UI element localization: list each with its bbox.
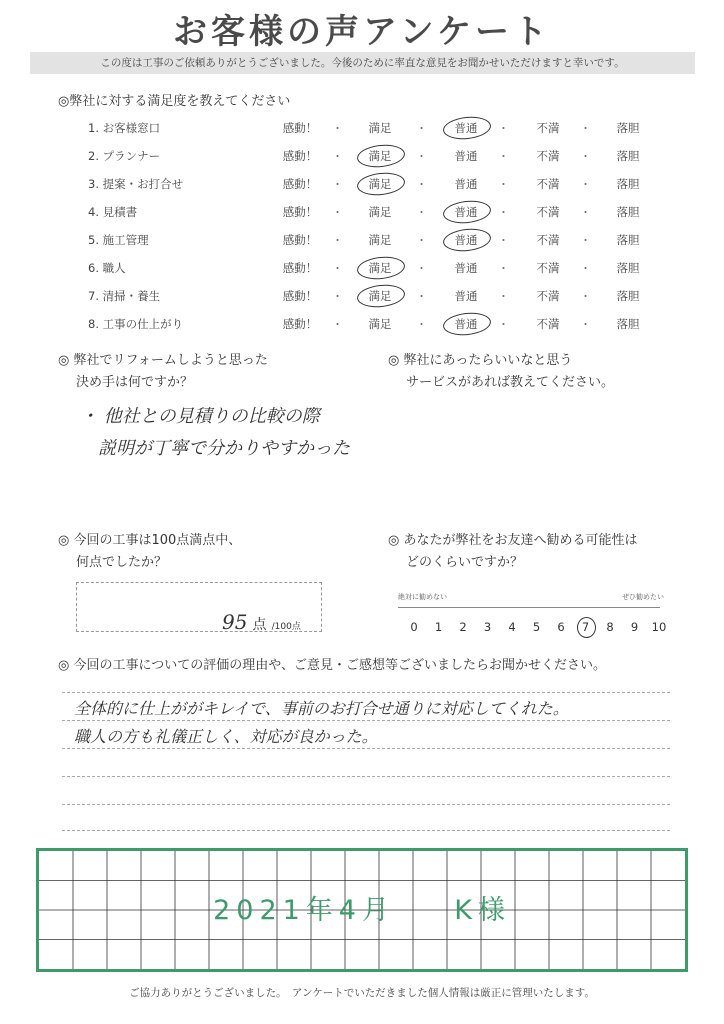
intro-banner: この度は工事のご依頼ありがとうございました。今後のために率直な意見をお聞かせいただけますと幸いです。 bbox=[30, 52, 695, 74]
comment-answer-line2: 職人の方も礼儀正しく、対応が良かった。 bbox=[74, 727, 378, 746]
selected-circle-mark bbox=[442, 115, 492, 142]
score-question-line1: ◎ 今回の工事は100点満点中、 bbox=[58, 533, 242, 548]
satisfaction-option[interactable]: 不満 bbox=[536, 149, 560, 163]
recommend-scale-number[interactable]: 1 bbox=[434, 620, 443, 634]
satisfaction-option[interactable]: 落胆 bbox=[616, 317, 640, 331]
satisfaction-row-label: 3. 提案・お打合せ bbox=[88, 177, 184, 191]
satisfaction-option[interactable]: 普通 bbox=[436, 232, 496, 248]
satisfaction-row-label: 8. 工事の仕上がり bbox=[88, 317, 184, 331]
recommend-question bbox=[388, 530, 637, 574]
satisfaction-option[interactable]: 不満 bbox=[536, 177, 560, 191]
footer-note: ご協力ありがとうございました。 アンケートでいただきました個人情報は厳正に管理いたします。 bbox=[129, 987, 595, 999]
option-separator: ・ bbox=[580, 290, 591, 303]
satisfaction-row-label: 1. お客様窓口 bbox=[88, 121, 161, 135]
comment-line-6 bbox=[62, 830, 670, 831]
option-separator: ・ bbox=[416, 318, 427, 331]
option-separator: ・ bbox=[416, 122, 427, 135]
comment-line-5 bbox=[62, 804, 670, 805]
option-separator: ・ bbox=[332, 150, 343, 163]
selected-circle-mark bbox=[442, 199, 492, 226]
reform-question-line2: 決め手は何ですか？ bbox=[76, 375, 194, 390]
recommend-scale-number[interactable]: 7 bbox=[581, 620, 590, 634]
satisfaction-option[interactable]: 満足 bbox=[368, 121, 392, 135]
recommend-scale-number[interactable]: 2 bbox=[459, 620, 467, 634]
satisfaction-option[interactable]: 不満 bbox=[536, 233, 560, 247]
satisfaction-option[interactable]: 感動！ bbox=[282, 317, 318, 331]
satisfaction-option[interactable]: 落胆 bbox=[616, 177, 640, 191]
reform-question-line1: ◎ 弊社でリフォームしようと思った bbox=[58, 353, 268, 368]
selected-circle-mark bbox=[442, 311, 492, 338]
option-separator: ・ bbox=[416, 150, 427, 163]
recommend-scale-number[interactable]: 4 bbox=[508, 620, 516, 634]
satisfaction-option[interactable]: 不満 bbox=[536, 261, 560, 275]
recommend-question-line2: どのくらいですか？ bbox=[406, 555, 524, 570]
option-separator: ・ bbox=[332, 178, 343, 191]
option-separator: ・ bbox=[332, 206, 343, 219]
option-separator: ・ bbox=[416, 234, 427, 247]
score-number: 95 bbox=[222, 610, 248, 634]
satisfaction-option[interactable]: 不満 bbox=[536, 121, 560, 135]
satisfaction-option[interactable]: 満足 bbox=[368, 317, 392, 331]
selected-circle-mark bbox=[356, 283, 406, 310]
satisfaction-option[interactable]: 満足 bbox=[350, 148, 410, 164]
satisfaction-option[interactable]: 落胆 bbox=[616, 289, 640, 303]
satisfaction-option[interactable]: 落胆 bbox=[616, 261, 640, 275]
satisfaction-row-label: 2. プランナー bbox=[88, 149, 161, 163]
comment-line-2 bbox=[62, 720, 670, 721]
recommend-scale-line bbox=[398, 607, 660, 608]
option-separator: ・ bbox=[416, 290, 427, 303]
recommend-scale-number[interactable]: 5 bbox=[532, 620, 541, 634]
option-separator: ・ bbox=[416, 206, 427, 219]
recommend-question-line1: ◎ あなたが弊社をお友達へ勧める可能性は bbox=[388, 533, 638, 548]
recommend-high-label: ぜひ勧めたい bbox=[622, 593, 664, 601]
reform-answer-line2: 説明が丁寧で分かりやすかった bbox=[98, 438, 350, 459]
option-separator: ・ bbox=[498, 178, 509, 191]
satisfaction-option[interactable]: 不満 bbox=[536, 317, 560, 331]
satisfaction-option[interactable]: 感動！ bbox=[282, 177, 318, 191]
satisfaction-option[interactable]: 普通 bbox=[436, 120, 496, 136]
comment-answer-line1: 全体的に仕上ががキレイで、事前のお打合せ通りに対応してくれた。 bbox=[74, 699, 569, 718]
option-separator: ・ bbox=[580, 206, 591, 219]
satisfaction-option[interactable]: 感動！ bbox=[282, 233, 318, 247]
satisfaction-option[interactable]: 普通 bbox=[454, 177, 478, 191]
satisfaction-row-label: 4. 見積書 bbox=[88, 205, 138, 219]
selected-circle-mark bbox=[356, 255, 406, 282]
option-separator: ・ bbox=[498, 122, 509, 135]
satisfaction-option[interactable]: 普通 bbox=[454, 289, 478, 303]
score-question-line2: 何点でしたか？ bbox=[76, 555, 168, 570]
recommend-selected-circle bbox=[577, 617, 596, 638]
satisfaction-option[interactable]: 感動！ bbox=[282, 149, 318, 163]
option-separator: ・ bbox=[332, 122, 343, 135]
score-max: /100点 bbox=[271, 622, 301, 632]
satisfaction-heading: ◎弊社に対する満足度を教えてください bbox=[58, 94, 291, 109]
comment-line-1 bbox=[62, 692, 670, 693]
reform-answer-line1: ・ 他社との見積りの比較の際 bbox=[80, 406, 320, 427]
satisfaction-option[interactable]: 落胆 bbox=[616, 149, 640, 163]
satisfaction-option[interactable]: 落胆 bbox=[616, 205, 640, 219]
satisfaction-option[interactable]: 普通 bbox=[436, 316, 496, 332]
option-separator: ・ bbox=[498, 206, 509, 219]
option-separator: ・ bbox=[498, 234, 509, 247]
satisfaction-option[interactable]: 満足 bbox=[350, 176, 410, 192]
comment-line-3 bbox=[62, 748, 670, 749]
satisfaction-option[interactable]: 満足 bbox=[350, 288, 410, 304]
satisfaction-option[interactable]: 感動！ bbox=[282, 289, 318, 303]
recommend-low-label: 絶対に勧めない bbox=[398, 593, 447, 601]
score-value bbox=[222, 610, 301, 634]
reform-question bbox=[58, 350, 268, 394]
satisfaction-option[interactable]: 普通 bbox=[454, 149, 478, 163]
satisfaction-option[interactable]: 落胆 bbox=[616, 121, 640, 135]
option-separator: ・ bbox=[416, 178, 427, 191]
satisfaction-option[interactable]: 普通 bbox=[454, 261, 478, 275]
option-separator: ・ bbox=[332, 318, 343, 331]
satisfaction-option[interactable]: 感動！ bbox=[282, 121, 318, 135]
option-separator: ・ bbox=[416, 262, 427, 275]
stamp-text bbox=[36, 888, 688, 927]
service-question bbox=[388, 350, 614, 394]
satisfaction-row-label: 6. 職人 bbox=[88, 261, 126, 275]
option-separator: ・ bbox=[580, 150, 591, 163]
service-question-line2: サービスがあれば教えてください。 bbox=[406, 375, 615, 390]
option-separator: ・ bbox=[498, 150, 509, 163]
option-separator: ・ bbox=[498, 262, 509, 275]
option-separator: ・ bbox=[580, 318, 591, 331]
satisfaction-option[interactable]: 満足 bbox=[368, 233, 392, 247]
option-separator: ・ bbox=[580, 122, 591, 135]
option-separator: ・ bbox=[332, 234, 343, 247]
option-separator: ・ bbox=[580, 178, 591, 191]
selected-circle-mark bbox=[356, 171, 406, 198]
satisfaction-row-label: 5. 施工管理 bbox=[88, 233, 149, 247]
satisfaction-option[interactable]: 普通 bbox=[436, 204, 496, 220]
service-question-line1: ◎ 弊社にあったらいいなと思う bbox=[388, 353, 573, 368]
satisfaction-row-label: 7. 清掃・養生 bbox=[88, 289, 161, 303]
stamp-date: 2021年4月 bbox=[213, 895, 395, 926]
satisfaction-option[interactable]: 満足 bbox=[350, 260, 410, 276]
option-separator: ・ bbox=[332, 262, 343, 275]
option-separator: ・ bbox=[580, 262, 591, 275]
satisfaction-option[interactable]: 不満 bbox=[536, 289, 560, 303]
comment-question: ◎ 今回の工事についての評価の理由や、ご意見・ご感想等ございましたらお聞かせください。 bbox=[58, 658, 606, 673]
selected-circle-mark bbox=[442, 227, 492, 254]
recommend-scale-number[interactable]: 6 bbox=[557, 620, 565, 634]
comment-line-4 bbox=[62, 776, 670, 777]
score-question bbox=[58, 530, 241, 574]
selected-circle-mark bbox=[356, 143, 406, 170]
recommend-scale-number[interactable]: 10 bbox=[651, 620, 667, 634]
recommend-scale-number[interactable]: 3 bbox=[483, 620, 492, 634]
recommend-scale-number[interactable]: 9 bbox=[630, 620, 639, 634]
satisfaction-option[interactable]: 満足 bbox=[368, 205, 392, 219]
option-separator: ・ bbox=[498, 318, 509, 331]
page-title: お客様の声アンケート bbox=[173, 12, 551, 52]
satisfaction-option[interactable]: 落胆 bbox=[616, 233, 640, 247]
satisfaction-option[interactable]: 不満 bbox=[536, 205, 560, 219]
stamp-name: K様 bbox=[454, 895, 511, 926]
recommend-scale-number[interactable]: 8 bbox=[606, 620, 614, 634]
option-separator: ・ bbox=[332, 290, 343, 303]
option-separator: ・ bbox=[580, 234, 591, 247]
satisfaction-option[interactable]: 感動！ bbox=[282, 205, 318, 219]
score-unit: 点 bbox=[252, 617, 267, 633]
recommend-scale-number[interactable]: 0 bbox=[410, 620, 418, 634]
option-separator: ・ bbox=[498, 290, 509, 303]
satisfaction-option[interactable]: 感動！ bbox=[282, 261, 318, 275]
